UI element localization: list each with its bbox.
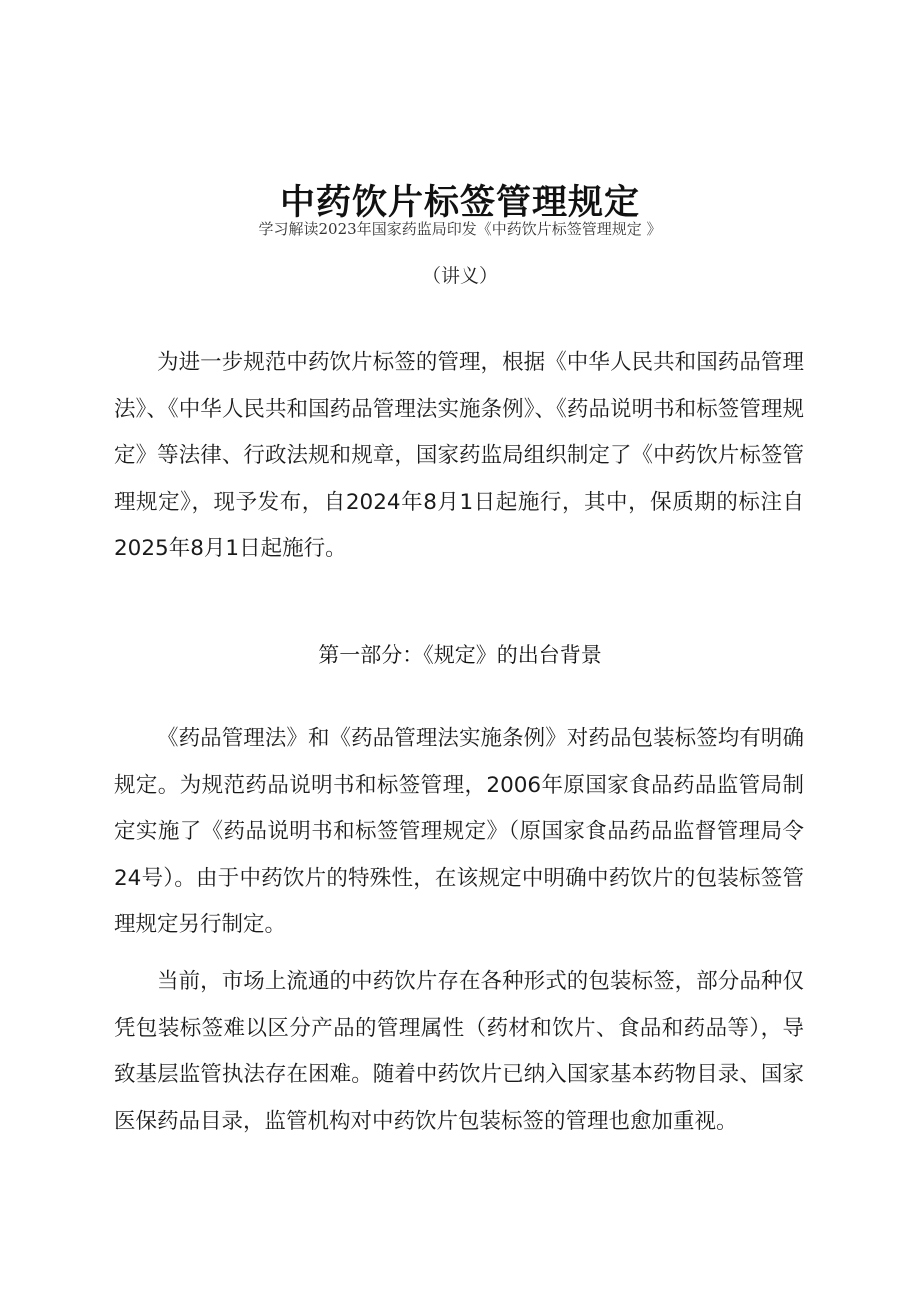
document-subtitle: 学习解读2023年国家药监局印发《中药饮片标签管理规定 》 — [258, 220, 662, 238]
lecture-label: （讲义） — [421, 265, 498, 287]
intro-paragraph: 为进一步规范中药饮片标签的管理，根据《中华人民共和国药品管理法》、《中华人民共和国药品管理法实施条例》、《药品说明书和标签管理规定》等法律、行政法规和规章，国家药监局组织制定了《中药饮片标签管理规定》，现予发布，自2024年8月1日起施行，其中，保质期的标注自2025年8月1日起施行。 — [114, 350, 804, 561]
section-paragraph: 《药品管理法》和《药品管理法实施条例》对药品包装标签均有明确规定。为规范药品说明书和标签管理，2006年原国家食品药品监管局制定实施了《药品说明书和标签管理规定》（原国家食品药品监督管理局令24号）。由于中药饮片的特殊性，在该规定中明确中药饮片的包装标签管理规定另行制定。 — [114, 726, 804, 937]
section-heading: 第一部分：《规定》的出台背景 — [318, 643, 602, 667]
document-title: 中药饮片标签管理规定 — [279, 183, 640, 224]
section-paragraph: 当前，市场上流通的中药饮片存在各种形式的包装标签，部分品种仅凭包装标签难以区分产品的管理属性（药材和饮片、食品和药品等），导致基层监管执法存在困难。随着中药饮片已纳入国家基本药物目录、国家医保药品目录，监管机构对中药饮片包装标签的管理也愈加重视。 — [114, 969, 804, 1134]
